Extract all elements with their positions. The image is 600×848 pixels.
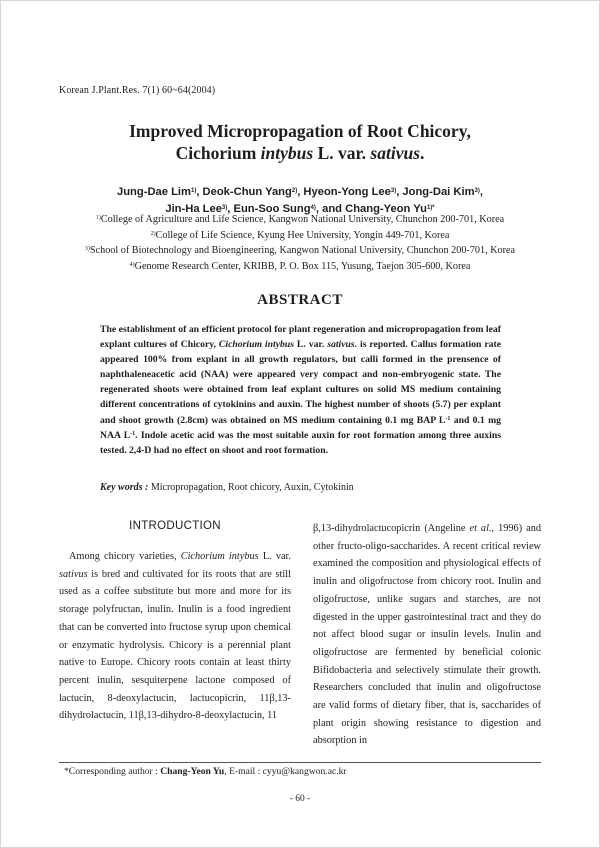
footnote-divider (59, 762, 541, 763)
paragraph: Among chicory varieties, Cichorium intybus L. var. sativus is bred and cultivated for its roots that are still used as a coffee substitute but more and more for its storage polyfructan, inulin. Inulin is a food ingredient that can be converted into fructose syrup upon chemical or enzymatic hydrolysis. Chicory is a perennial plant native to Europe. Chicory roots contain at least thirty percent inulin, sesquiterpene lactone composed of lactucin, 8-deoxylactucin, lactucopicrin, 11β,13-dihydrolactucin, 11β,13-dihydro-8-deoxylactucin, 11 (59, 551, 291, 722)
paper-title (0, 120, 600, 164)
author-line-2: Jin-Ha Lee$^{3)}$, Eun-Soo Sung$^{4)}$, and Chang-Yeon $Yu^{1)*}$ (165, 203, 435, 215)
journal-reference: Korean J.Plant.Res. 7(1) 60~64(2004) (59, 85, 216, 96)
title-line-1: Improved Micropropagation of Root Chicory, (129, 121, 471, 141)
paragraph: β,13-dihydrolactucopicrin (Angeline et al., 1996) and other fructo-oligo-saccharides. A recent critical review examined the composition and physiological effects of inulin and oligofructose from chicory root. Inulin and oligofructose, unlike sugars and starches, are not digested in the upper gastrointestinal tract and they do not affect blood sugar or insulin levels. Inulin and oligofructose are fermented by beneficial colonic Bifidobacteria and selectively stimulate their growth. Researchers concluded that inulin and oligofructose are valid forms of dietary fiber, that is, saccharides of plant origin showing resistance to digestion and absorption in (313, 523, 541, 747)
affiliation: $^{2)}$College of Life Science, Kyung Hee University, Yongin 449-701, Korea (150, 229, 450, 241)
author: Jung-Dae Lim (117, 186, 191, 198)
title-line-2: Cichorium intybus L. var. sativus. (175, 143, 425, 163)
author: Hyeon-Yong Lee (303, 186, 391, 198)
page-number: - 60 - (289, 794, 311, 804)
keywords-label: Key words : (100, 482, 149, 493)
affiliation: $^{3)}$School of Biotechnology and Bioengineering, Kangwon National University, Chunchon 200-701, Korea (84, 245, 516, 256)
affiliation: $^{4)}$Genome Research Center, KRIBB, P. O. Box 115, Yusung, Taejon 305-600, Korea (129, 260, 471, 272)
body-column-right (313, 520, 541, 750)
author: Jin-Ha Lee (165, 203, 222, 215)
abstract-heading: ABSTRACT (257, 292, 343, 308)
affiliation: $^{1)}$College of Agriculture and Life Science, Kangwon National University, Chunchon 200-701, Korea (95, 214, 505, 225)
keywords-text: Micropropagation, Root chicory, Auxin, Cytokinin (148, 482, 354, 493)
author: Chang-Yeon Yu (345, 203, 427, 215)
keywords (100, 482, 520, 493)
author-line-1: Jung-Dae Lim$^{1)}$, Deok-Chun Yang$^{2)}$, Hyeon-Yong Lee$^{3)}$, Jong-Dai Kim$^{3)}$, (117, 186, 483, 198)
affiliations (0, 212, 600, 274)
abstract-text: The establishment of an efficient protocol for plant regeneration and micropropagation from leaf explant cultures of Chicory, Cichorium intybus L. var. sativus. is reported. Callus formation rate appeared 100% from explant in all growth regulators, but calli formed in the prensence of naphthaleneacetic acid (NAA) were appeared very compact and non-embryogenic state. The regenerated shoots were obtained from leaf explant cultures on solid MS medium containing different concentrations of cytokinins and auxin. The highest number of shoots (5.7) per explant and shoot growth (2.8cm) was obtained on MS medium containing 0.1 mg BAP $L^{-1}$ and 0.1 mg NAA $L^{-1}$. Indole acetic acid was the most suitable auxin for root formation among three auxins tested. 2,4-D had no effect on shoot and root formation. (100, 324, 501, 456)
author: Deok-Chun Yang (202, 186, 292, 198)
corresponding-author-footnote: *Corresponding author : Chang-Yeon Yu, E-mail : cyyu@kangwon.ac.kr (64, 766, 347, 777)
body-column-left (59, 548, 291, 725)
author: Eun-Soo Sung (233, 203, 311, 215)
section-heading-introduction: INTRODUCTION (129, 520, 221, 532)
author: Jong-Dai Kim (402, 186, 475, 198)
